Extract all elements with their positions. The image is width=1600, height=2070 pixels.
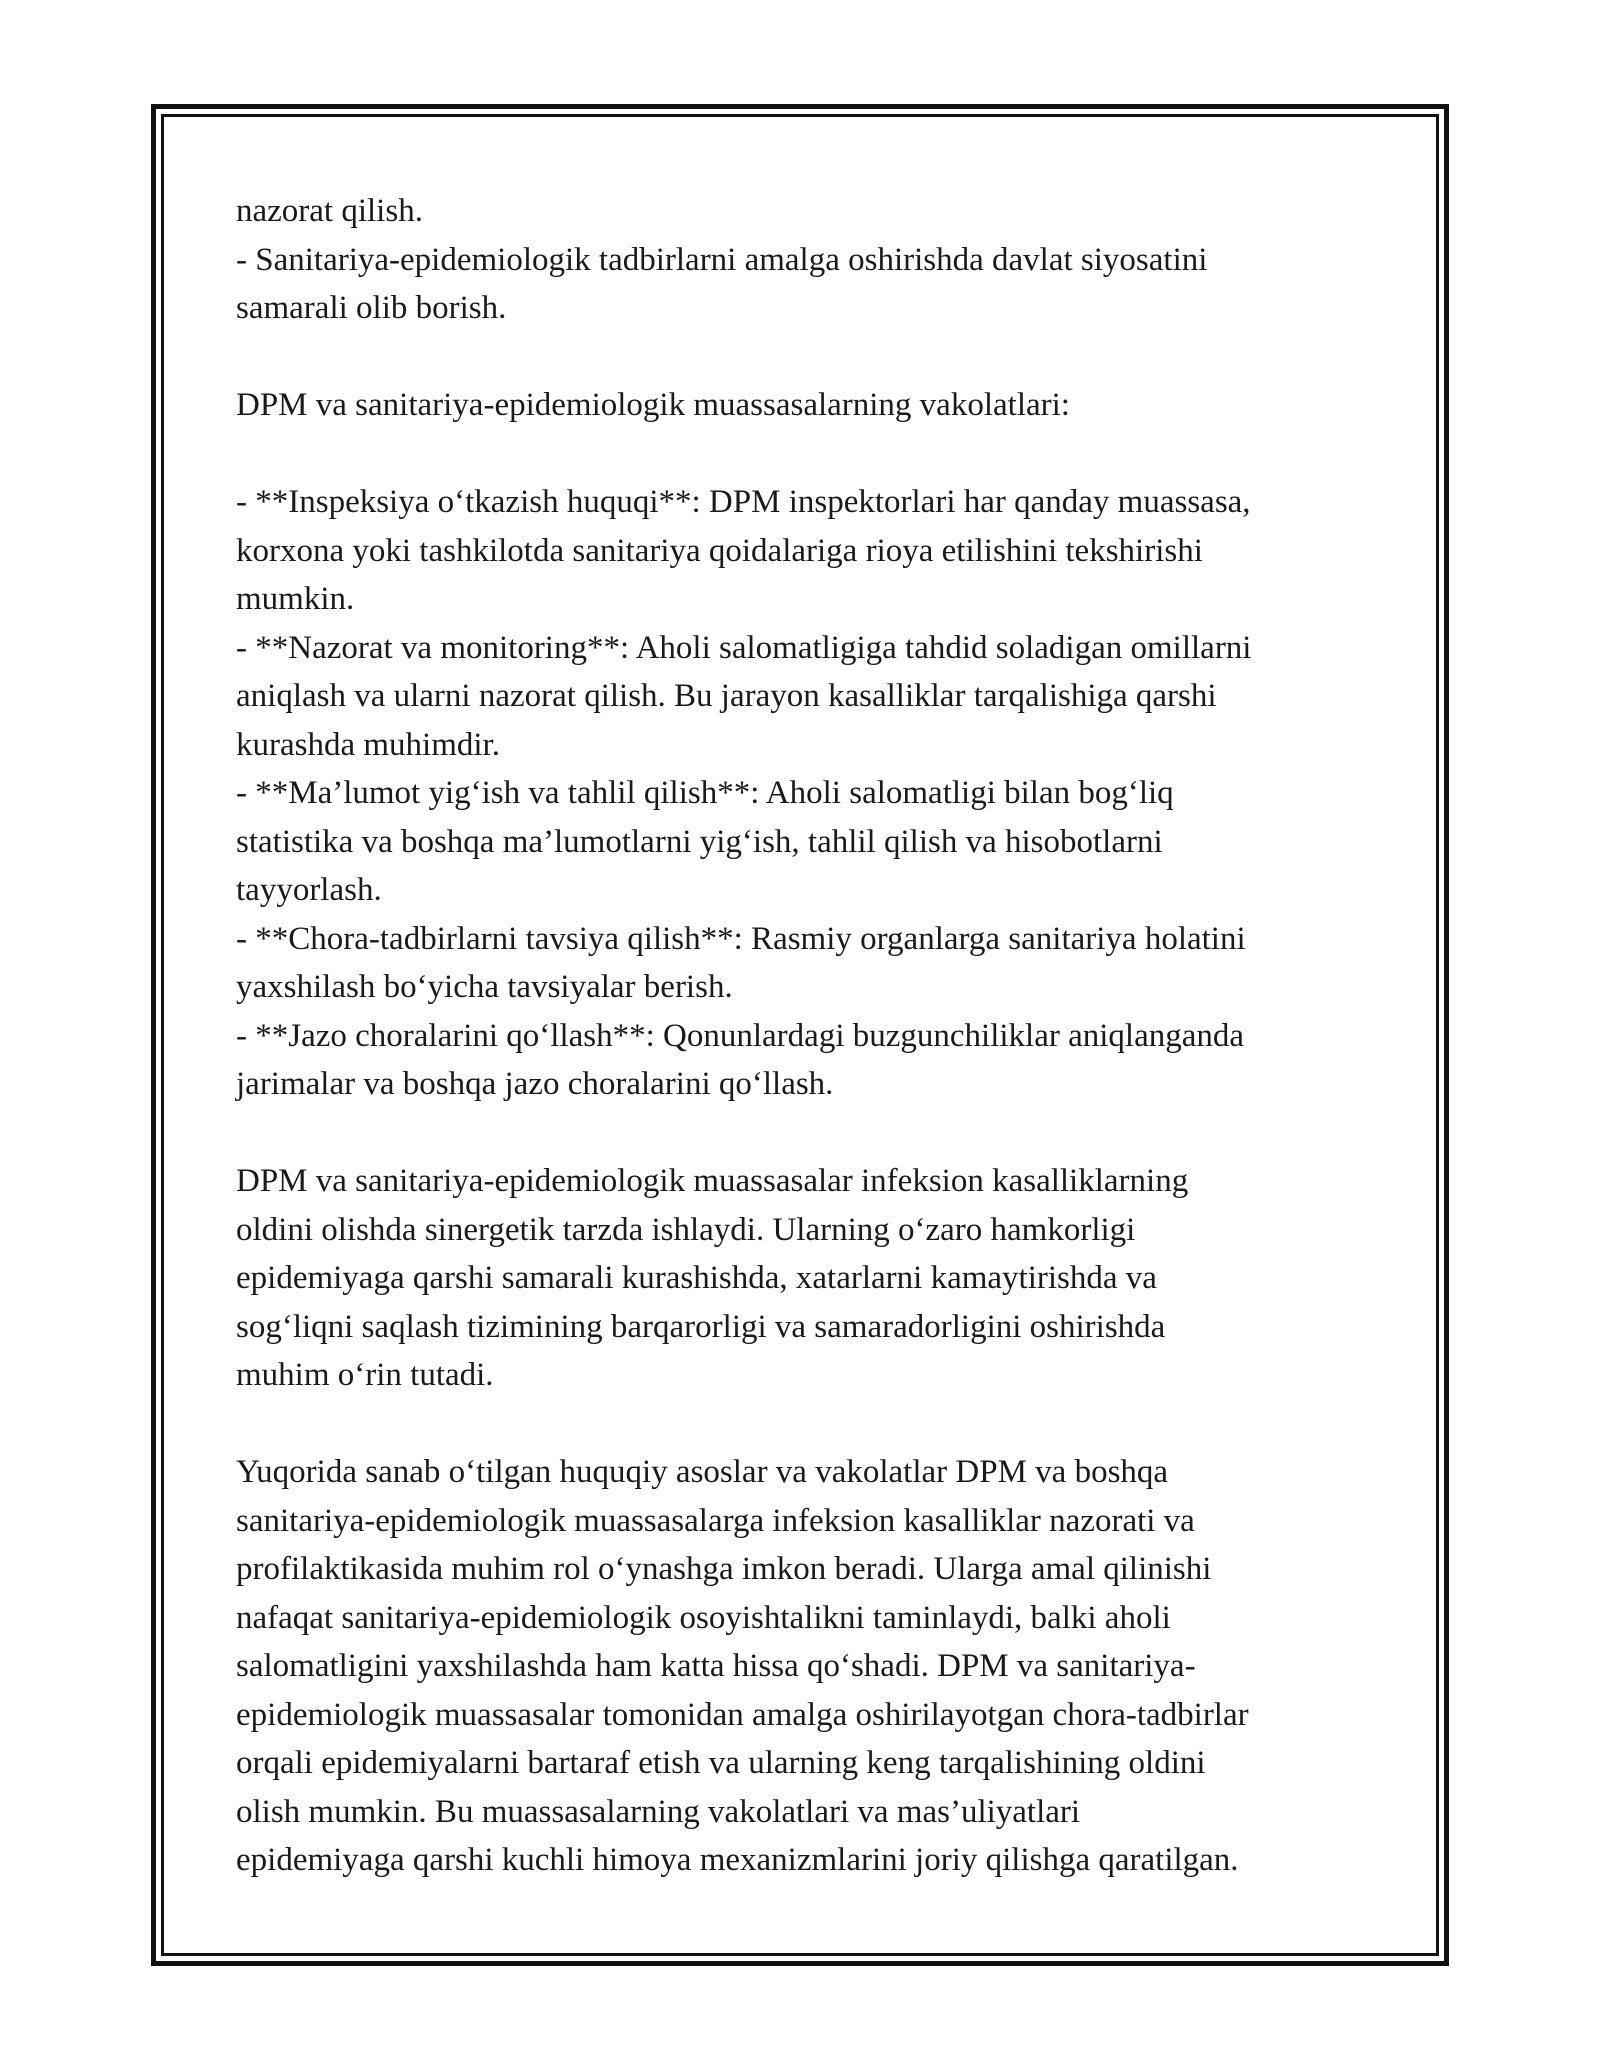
paragraph-gap [236,430,1396,479]
paragraph-gap [236,1400,1396,1449]
paragraph-conclusion: Yuqorida sanab o‘tilgan huquqiy asoslar va vakolatlar DPM va boshqa sanitariya-epidemiologik muassasalarga infeksion kasalliklar nazorati va profilaktikasida muhim rol o‘ynashga imkon beradi. Ularga amal qilinishi nafaqat sanitariya-epidemiologik osoyishtalikni taminlaydi, balki aholi salomatligini yaxshilashda ham katta hissa qo‘shadi. DPM va sanitariya- epidemiologik muassasalar tomonidan amalga oshirilayotgan chora-tadbirlar orqali epidemiyalarni bartaraf etish va ularning keng tarqalishining oldini olish mumkin. Bu muassasalarning vakolatlari va mas’uliyatlari epidemiyaga qarshi kuchli himoya mexanizmlarini joriy qilishga qaratilgan. [236,1454,1249,1878]
power-item-data-collection: - **Ma’lumot yig‘ish va tahlil qilish**: Aholi salomatligi bilan bog‘liq statistika va boshqa ma’lumotlarni yig‘ish, tahlil qilish va hisobotlarni tayyorlash. [236,775,1174,908]
document-body [236,187,1396,1885]
intro-line-2: - Sanitariya-epidemiologik tadbirlarni amalga oshirishda davlat siyosatini samarali olib borish. [236,241,1208,326]
intro-line-1: nazorat qilish. [236,193,423,229]
paragraph-synergy: DPM va sanitariya-epidemiologik muassasalar infeksion kasalliklarning oldini olishda sinergetik tarzda ishlaydi. Ularning o‘zaro hamkorligi epidemiyaga qarshi samarali kurashishda, xatarlarni kamaytirishda va sog‘liqni saqlash tizimining barqarorligi va samaradorligini oshirishda muhim o‘rin tutadi. [236,1163,1189,1393]
power-item-monitoring: - **Nazorat va monitoring**: Aholi salomatligiga tahdid soladigan omillarni aniqlash va ularni nazorat qilish. Bu jarayon kasalliklar tarqalishiga qarshi kurashda muhimdir. [236,629,1252,763]
power-item-recommendations: - **Chora-tadbirlarni tavsiya qilish**: Rasmiy organlarga sanitariya holatini yaxshilash bo‘yicha tavsiyalar berish. [236,920,1246,1005]
power-item-inspection: - **Inspeksiya o‘tkazish huquqi**: DPM inspektorlari har qanday muassasa, korxona yoki tashkilotda sanitariya qoidalariga rioya etilishini tekshirishi mumkin. [236,484,1251,617]
paragraph-gap [236,1109,1396,1158]
power-item-penalties: - **Jazo choralarini qo‘llash**: Qonunlardagi buzgunchiliklar aniqlanganda jarimalar va boshqa jazo choralarini qo‘llash. [236,1017,1245,1102]
paragraph-gap [236,333,1396,382]
powers-heading: DPM va sanitariya-epidemiologik muassasalarning vakolatlari: [236,387,1070,423]
